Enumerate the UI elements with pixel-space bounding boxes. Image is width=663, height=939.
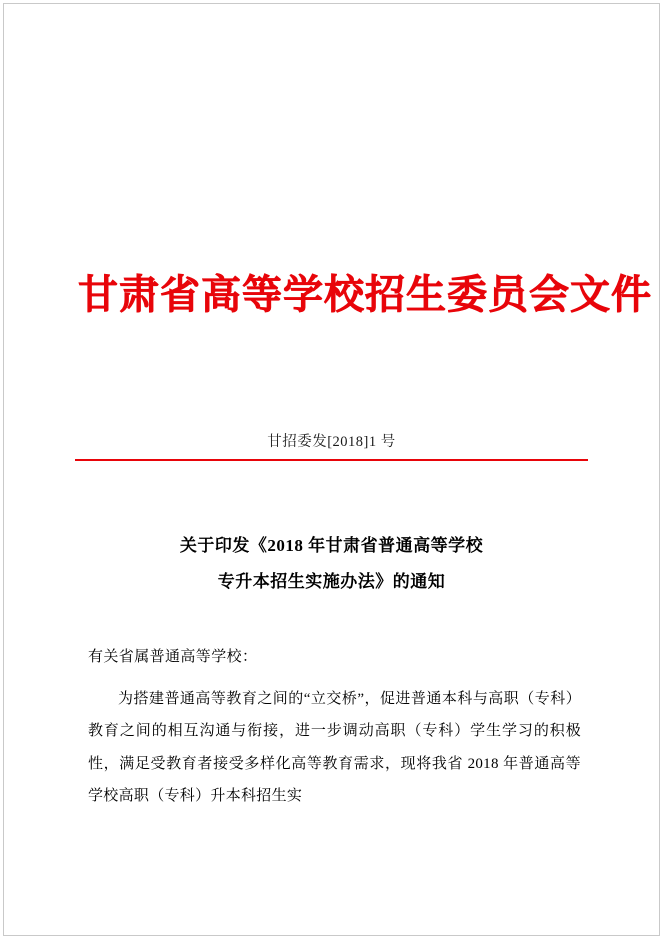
document-content — [78, 0, 652, 939]
subject-line-2: 专升本招生实施办法》的通知 — [217, 571, 446, 591]
document-subject — [80, 528, 583, 599]
body-paragraph-1: 为搭建普通高等教育之间的“立交桥”，促进普通本科与高职（专科）教育之间的相互沟通与衔接，进一步调动高职（专科）学生学习的积极性，满足受教育者接受多样化高等教育需求，现将我省 2018 年普通高等学校高职（专科）升本科招生实 — [88, 691, 581, 804]
body-text — [88, 683, 581, 812]
document-number: 甘招委发[2018]1 号 — [267, 434, 396, 450]
red-divider-rule — [75, 459, 588, 461]
document-header-title: 甘肃省高等学校招生委员会文件 — [78, 271, 652, 318]
subject-line-1: 关于印发《2018 年甘肃省普通高等学校 — [179, 536, 484, 555]
salutation: 有关省属普通高等学校： — [88, 649, 258, 665]
